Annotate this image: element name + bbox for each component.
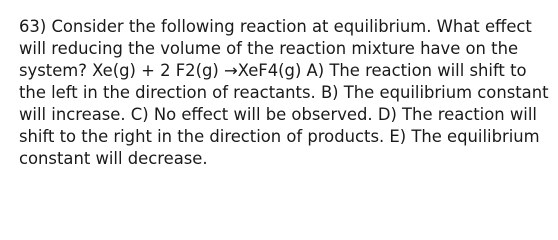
question-line: shift to the right in the direction of products. E) The equilibrium [19,127,540,146]
question-line: system? Xe(g) + 2 F2(g) →XeF4(g) A) The reaction will shift to [19,61,527,80]
question-line: will increase. C) No effect will be observed. D) The reaction will [19,105,537,124]
question-line: constant will decrease. [19,149,208,168]
question-line: will reducing the volume of the reaction mixture have on the [19,39,519,58]
question-line: the left in the direction of reactants. B) The equilibrium constant [19,83,549,102]
question-line: 63) Consider the following reaction at equilibrium. What effect [19,17,532,36]
question-text [19,16,549,170]
